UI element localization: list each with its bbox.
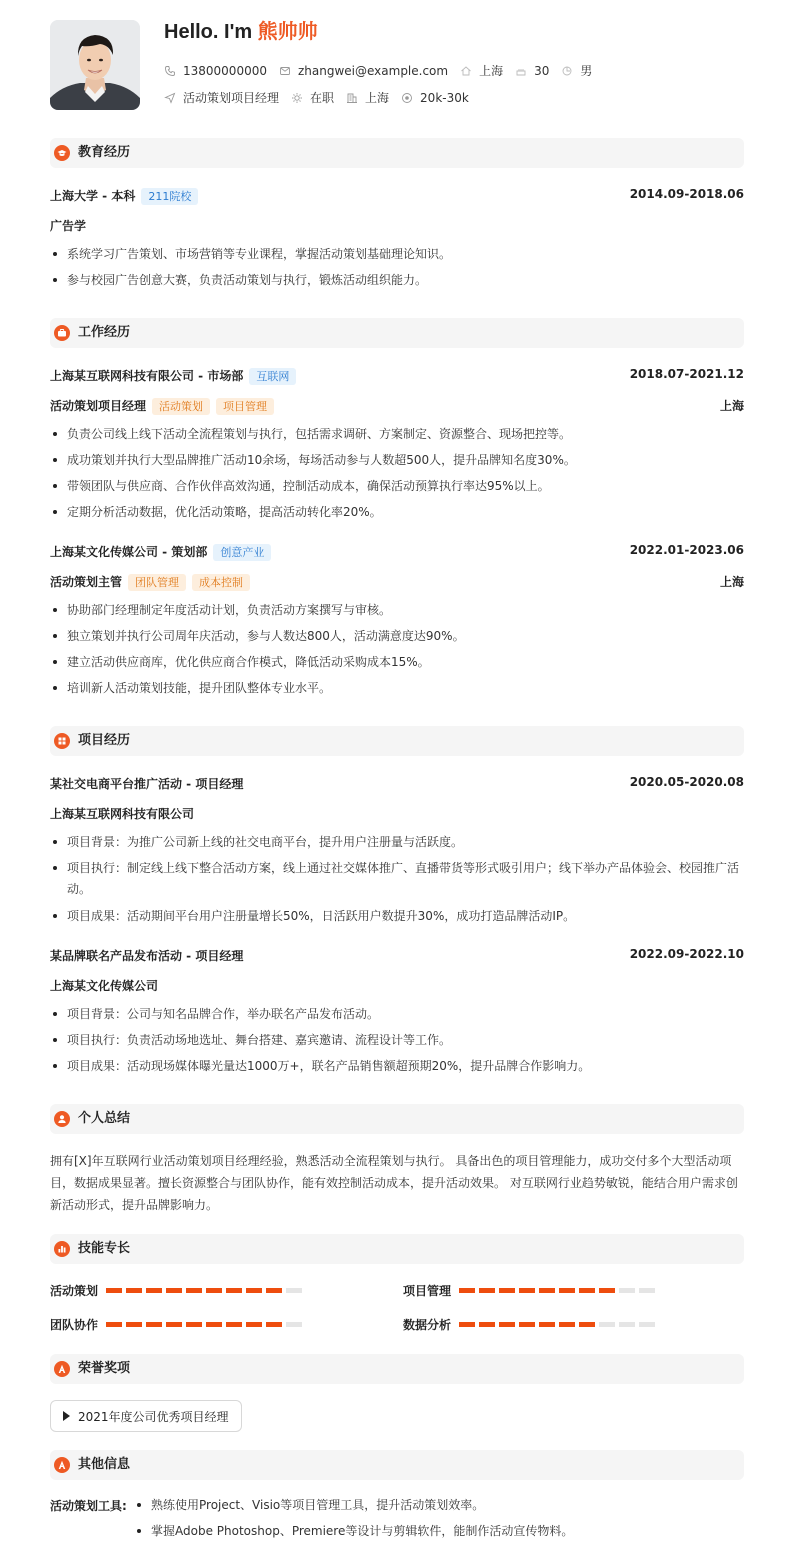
salary-icon — [401, 92, 413, 104]
list-item: 项目成果：活动期间平台用户注册量增长50%，日活跃用户数提升30%，成功打造品牌活动IP。 — [50, 906, 744, 927]
grid-icon — [54, 733, 70, 749]
city-item — [346, 89, 389, 106]
age-item — [515, 64, 549, 78]
skill-level-segment — [539, 1288, 555, 1293]
job-intent-row — [164, 89, 481, 106]
skill-level-segment — [206, 1322, 222, 1327]
skill-name: 活动策划 — [50, 1284, 99, 1298]
list-item: 独立策划并执行公司周年庆活动，参与人数达800人，活动满意度达90%。 — [50, 626, 744, 647]
work-role — [50, 573, 250, 591]
work-company — [50, 543, 271, 561]
skill-item — [403, 1282, 659, 1299]
role-title: 活动策划项目经理 — [50, 399, 147, 413]
work-city: 上海 — [719, 575, 744, 589]
education-school — [50, 187, 198, 205]
work-role — [50, 397, 274, 415]
age-text: 30 — [534, 63, 550, 78]
status-item — [291, 89, 334, 106]
play-triangle-icon — [63, 1411, 70, 1421]
section-title: 其他信息 — [78, 1457, 131, 1472]
section-title: 教育经历 — [78, 145, 131, 160]
employment-status-text: 在职 — [310, 91, 335, 105]
work-company — [50, 367, 296, 385]
contact-row — [164, 62, 604, 79]
skill-level-segment — [639, 1288, 655, 1293]
skill-level-segment — [126, 1322, 142, 1327]
list-item: 掌握Adobe Photoshop、Premiere等设计与剪辑软件，能制作活动宣传物料。 — [134, 1521, 744, 1542]
home-item — [460, 62, 503, 79]
award-icon — [54, 1361, 70, 1377]
skill-level-segment — [479, 1288, 495, 1293]
gender-icon — [561, 65, 573, 77]
skill-level-segment — [639, 1322, 655, 1327]
skill-level-segment — [126, 1288, 142, 1293]
list-item: 定期分析活动数据，优化活动策略，提高活动转化率20%。 — [50, 502, 744, 523]
skill-level-segment — [266, 1322, 282, 1327]
list-item: 参与校园广告创意大赛，负责活动策划与执行，锻炼活动组织能力。 — [50, 270, 744, 291]
mail-icon — [279, 65, 291, 77]
list-item: 项目背景：公司与知名品牌合作，举办联名产品发布活动。 — [50, 1004, 744, 1025]
greeting-text: Hello. I'm — [164, 21, 258, 43]
role-tag: 团队管理 — [128, 574, 186, 591]
education-major: 广告学 — [50, 219, 87, 233]
skill-item — [50, 1282, 306, 1299]
skill-level-segment — [539, 1322, 555, 1327]
phone-icon — [164, 65, 176, 77]
work-date: 2018.07-2021.12 — [629, 367, 744, 381]
skill-level-segment — [479, 1322, 495, 1327]
skill-level-segment — [226, 1288, 242, 1293]
user-icon — [54, 1111, 70, 1127]
school-name: 上海大学 - 本科 — [50, 189, 136, 203]
list-item: 负责公司线上线下活动全流程策划与执行，包括需求调研、方案制定、资源整合、现场把控等。 — [50, 424, 744, 445]
skill-level-segment — [599, 1322, 615, 1327]
skill-level-segment — [519, 1288, 535, 1293]
age-icon — [515, 65, 527, 77]
education-date: 2014.09-2018.06 — [629, 187, 744, 201]
list-item: 带领团队与供应商、合作伙伴高效沟通，控制活动成本，确保活动预算执行率达95%以上。 — [50, 476, 744, 497]
section-work — [50, 318, 744, 348]
skill-level-segment — [166, 1288, 182, 1293]
section-title: 工作经历 — [78, 325, 131, 340]
skill-level-segment — [599, 1288, 615, 1293]
skill-level-segment — [579, 1288, 595, 1293]
skill-level-segment — [106, 1322, 122, 1327]
building-icon — [346, 92, 358, 104]
company-name: 上海某文化传媒公司 - 策划部 — [50, 545, 208, 559]
skill-level-segment — [246, 1288, 262, 1293]
industry-tag: 互联网 — [249, 368, 296, 385]
skill-level-segment — [286, 1322, 302, 1327]
avatar — [50, 20, 140, 110]
section-education — [50, 138, 744, 168]
role-tag: 成本控制 — [192, 574, 250, 591]
project-title: 某社交电商平台推广活动 - 项目经理 — [50, 777, 244, 791]
list-item: 培训新人活动策划技能，提升团队整体专业水平。 — [50, 678, 744, 699]
project-company: 上海某文化传媒公司 — [50, 979, 159, 993]
skill-level-segment — [499, 1288, 515, 1293]
section-title: 荣誉奖项 — [78, 1361, 131, 1376]
section-title: 技能专长 — [78, 1241, 131, 1256]
phone-text: 13800000000 — [183, 63, 267, 78]
gender-text: 男 — [580, 64, 593, 78]
send-icon — [164, 92, 176, 104]
skill-level-segment — [459, 1288, 475, 1293]
salary-text: 20k-30k — [420, 90, 469, 105]
work-date: 2022.01-2023.06 — [629, 543, 744, 557]
skill-level-segment — [519, 1322, 535, 1327]
skill-level-segment — [226, 1322, 242, 1327]
skill-level-segment — [186, 1322, 202, 1327]
target-position-text: 活动策划项目经理 — [183, 91, 280, 105]
hometown-text: 上海 — [479, 64, 504, 78]
skill-level-segment — [619, 1288, 635, 1293]
skill-name: 项目管理 — [403, 1284, 452, 1298]
list-item: 项目成果：活动现场媒体曝光量达1000万+，联名产品销售额超预期20%，提升品牌合作影响力。 — [50, 1056, 744, 1077]
section-awards — [50, 1354, 744, 1384]
list-item: 项目执行：负责活动场地选址、舞台搭建、嘉宾邀请、流程设计等工作。 — [50, 1030, 744, 1051]
skill-level-segment — [146, 1288, 162, 1293]
skill-level-segment — [559, 1322, 575, 1327]
email-text: zhangwei@example.com — [297, 63, 449, 78]
list-item: 建立活动供应商库，优化供应商合作模式，降低活动采购成本15%。 — [50, 652, 744, 673]
skill-level-segment — [499, 1322, 515, 1327]
skill-level-segment — [619, 1322, 635, 1327]
skill-level-segment — [286, 1288, 302, 1293]
salary-item — [401, 91, 469, 105]
section-skills — [50, 1234, 744, 1264]
project-company: 上海某互联网科技有限公司 — [50, 807, 195, 821]
skill-name: 数据分析 — [403, 1318, 452, 1332]
work-city: 上海 — [719, 399, 744, 413]
skill-level-segment — [579, 1322, 595, 1327]
skill-level-segment — [246, 1322, 262, 1327]
role-tag: 项目管理 — [216, 398, 274, 415]
skill-level-bar — [106, 1322, 306, 1327]
candidate-name: 熊帅帅 — [257, 21, 318, 43]
bar-chart-icon — [54, 1241, 70, 1257]
award-icon — [54, 1457, 70, 1473]
list-item: 协助部门经理制定年度活动计划，负责活动方案撰写与审核。 — [50, 600, 744, 621]
award-item[interactable] — [50, 1400, 242, 1432]
skill-level-segment — [186, 1288, 202, 1293]
role-tag: 活动策划 — [152, 398, 210, 415]
award-text: 2021年度公司优秀项目经理 — [78, 1409, 229, 1424]
briefcase-icon — [54, 325, 70, 341]
gender-item — [561, 62, 592, 79]
section-summary — [50, 1104, 744, 1134]
role-title: 活动策划主管 — [50, 575, 123, 589]
school-tag: 211院校 — [141, 188, 198, 205]
email-item — [279, 64, 448, 78]
phone-item — [164, 64, 267, 78]
home-icon — [460, 65, 472, 77]
project-title: 某品牌联名产品发布活动 - 项目经理 — [50, 949, 244, 963]
graduation-cap-icon — [54, 145, 70, 161]
skill-level-bar — [459, 1322, 659, 1327]
section-other — [50, 1450, 744, 1480]
skill-level-segment — [459, 1322, 475, 1327]
skill-level-segment — [106, 1288, 122, 1293]
section-projects — [50, 726, 744, 756]
project-date: 2022.09-2022.10 — [629, 947, 744, 961]
list-item: 熟练使用Project、Visio等项目管理工具，提升活动策划效率。 — [134, 1495, 744, 1516]
skill-level-segment — [146, 1322, 162, 1327]
skill-item — [403, 1316, 659, 1333]
summary-text: 拥有[X]年互联网行业活动策划项目经理经验，熟悉活动全流程策划与执行。 具备出色的项目管理能力，成功交付多个大型活动项目，数据成果显著。擅长资源整合与团队协作，能有效控制活动成本，提升活动效果。 对互联网行业趋势敏锐，能结合用户需求创新活动形式，提升品牌影响力。 — [50, 1154, 738, 1212]
skill-level-segment — [166, 1322, 182, 1327]
section-title: 项目经历 — [78, 733, 131, 748]
skill-level-bar — [106, 1288, 306, 1293]
other-label: 活动策划工具: — [50, 1499, 127, 1513]
section-title: 个人总结 — [78, 1111, 131, 1126]
skill-level-segment — [559, 1288, 575, 1293]
skill-level-segment — [206, 1288, 222, 1293]
project-date: 2020.05-2020.08 — [629, 775, 744, 789]
list-item: 项目执行：制定线上线下整合活动方案，线上通过社交媒体推广、直播带货等形式吸引用户；线下举办产品体验会、校园推广活动。 — [50, 858, 744, 900]
skill-name: 团队协作 — [50, 1318, 99, 1332]
target-city-text: 上海 — [365, 91, 390, 105]
skill-item — [50, 1316, 306, 1333]
company-name: 上海某互联网科技有限公司 - 市场部 — [50, 369, 244, 383]
industry-tag: 创意产业 — [213, 544, 271, 561]
resume-header — [50, 20, 744, 110]
status-icon — [291, 92, 303, 104]
greeting-title — [164, 20, 318, 44]
list-item: 成功策划并执行大型品牌推广活动10余场，每场活动参与人数超500人，提升品牌知名度30%。 — [50, 450, 744, 471]
position-item — [164, 89, 279, 106]
list-item: 系统学习广告策划、市场营销等专业课程，掌握活动策划基础理论知识。 — [50, 244, 744, 265]
skill-level-bar — [459, 1288, 659, 1293]
list-item: 项目背景：为推广公司新上线的社交电商平台，提升用户注册量与活跃度。 — [50, 832, 744, 853]
skill-level-segment — [266, 1288, 282, 1293]
